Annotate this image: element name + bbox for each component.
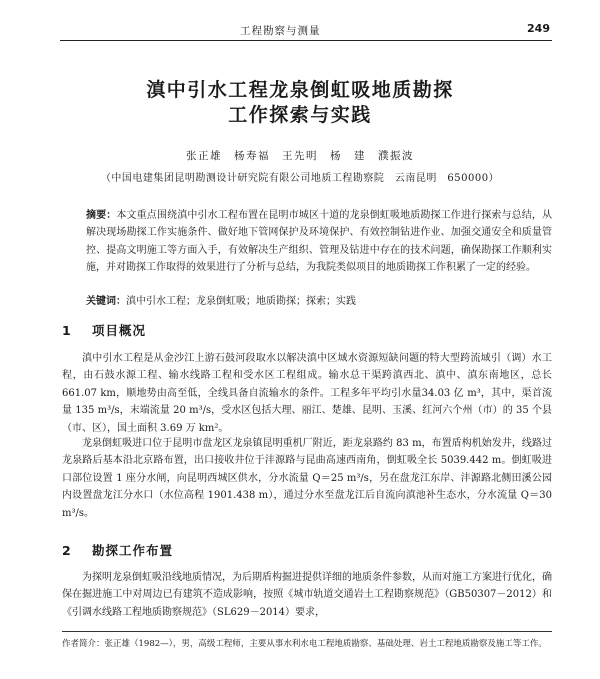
section-2-number: 2 [62,543,72,558]
affiliation: （中国电建集团昆明勘测设计研究院有限公司地质工程勘察院 云南昆明 650000） [100,173,500,184]
keywords-label: 关键词： [86,296,126,307]
section-1-heading [62,321,146,339]
running-head [60,22,552,41]
section-1-paragraph-1: 滇中引水工程是从金沙江上游石鼓河段取水以解决滇中区域水资源短缺问题的特大型跨流域引（调）水工程，由石鼓水源工程、输水线路工程和受水区工程组成。输水总干渠跨滇西北、滇中、滇东南地区，总长661.07 km，顺地势由高至低，全线具备自流输水的条件。工程多年平均引水量34.03 亿 m³，其中，渠首流量 135 m³/s，末端流量 20 m³/s，受水区包括大理、丽江、楚雄、昆明、玉溪、红河六个州（市）的 35 个县（市、区），国土面积 3.69 万 km²。 [62,353,552,434]
author-footnote: 作者简介：张正雄（1982—），男，高级工程师，主要从事水利水电工程地质勘察、基础处理、岩土工程地质勘察及施工等工作。 [62,639,547,649]
title-line-2: 工作探索与实践 [228,104,372,126]
abstract-text: 本文重点围绕滇中引水工程布置在昆明市城区十道的龙泉倒虹吸地质勘探工作进行探索与总结，从解决现场勘探工作实施条件、做好地下管网保护及环境保护、有效控制钻进作业、加强交通安全和质量管控、提高文明施工等方面入手，有效解决生产组织、管理及钻进中存在的技术问题，确保勘探工作顺利实施，并对勘探工作取得的效果进行了分析与总结，为我院类似项目的地质勘探工作积累了一定的经验。 [86,210,552,274]
section-2-heading [62,541,173,559]
footnote-divider [62,631,552,632]
section-2-title: 勘探工作布置 [92,543,174,558]
author-list: 张正雄 杨寿福 王先明 杨 建 濮振波 [186,150,414,162]
keywords [86,293,552,310]
abstract-label: 摘要： [86,210,117,221]
keywords-text: 滇中引水工程；龙泉倒虹吸；地质勘探；探索；实践 [126,296,356,307]
journal-name: 工程勘察与测量 [240,25,321,37]
page-number: 249 [527,22,550,35]
abstract [86,207,552,277]
title-line-1: 滇中引水工程龙泉倒虹吸地质勘探 [146,79,454,101]
section-2-paragraph-1: 为探明龙泉倒虹吸沿线地质情况，为后期盾构掘进提供详细的地质条件参数，从而对施工方案进行优化，确保在掘进施工中对周边已有建筑不造成影响，按照《城市轨道交通岩土工程勘察规范》（GB50307－2012）和《引调水线路工程地质勘察规范》（SL629－2014）要求， [62,572,552,618]
section-1-title: 项目概况 [92,323,147,338]
section-1-number: 1 [62,323,72,338]
section-1-paragraph-2: 龙泉倒虹吸进口位于昆明市盘龙区龙泉镇昆明重机厂附近，距龙泉路约 83 m，布置盾构机始发井，线路过龙泉路后基本沿北京路布置，出口接收井位于沣源路与昆曲高速西南角，倒虹吸全长 5039.442 m。倒虹吸进口部位设置 1 座分水闸，向昆明西城区供水，分水流量 Q＝25 m³/s，另在盘龙江东岸、沣源路北侧田溪公园内设置盘龙江分水口（水位高程 1901.438 m），通过分水至盘龙江后自流向滇池补生态水，分水流量 Q＝30 m³/s。 [62,438,552,519]
